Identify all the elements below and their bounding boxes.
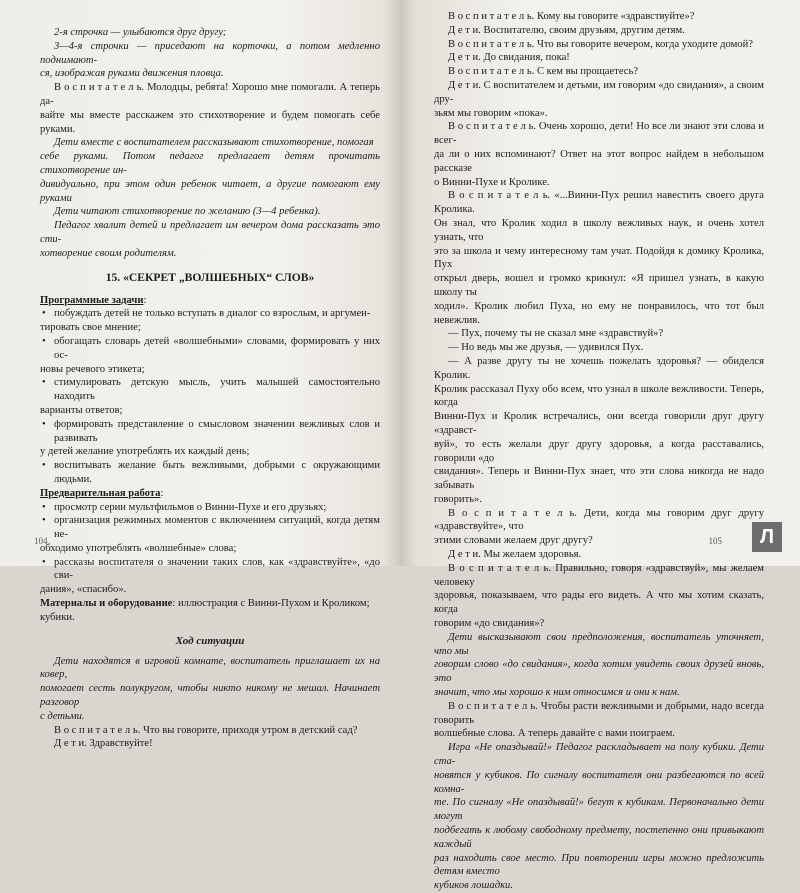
text-line: Д е т и. До свидания, пока! bbox=[448, 52, 570, 64]
prep-title-line: Предварительная работа: bbox=[40, 487, 164, 499]
text-line: те. По сигналу «Не опаздывай!» бегут к кубикам. Первоначально дети могут bbox=[434, 797, 764, 823]
list-item: • формировать представление о смысловом значении вежливых слов и развивать bbox=[40, 418, 380, 446]
text-line: Дети читают стихотворение по желанию (3—4 ребенка). bbox=[54, 206, 321, 218]
text-line: Д е т и. Воспитателю, своим друзьям, другим детям. bbox=[448, 24, 685, 36]
text-line: 2-я строчка — улыбаются друг другу; bbox=[54, 27, 227, 38]
tasks-title: Программные задачи bbox=[40, 294, 144, 306]
publisher-logo-icon: Л bbox=[752, 522, 782, 552]
text-line: Дети находятся в игровой комнате, воспитатель приглашает их на ковер, bbox=[40, 655, 380, 681]
text-line: Дети вместе с воспитателем рассказывают стихотворение, помогая bbox=[54, 137, 374, 149]
text-line: ся, изображая руками движения пловца. bbox=[40, 68, 224, 80]
text-line: это за школа и чему интересному там учат. Подойдя к домику Кролика, Пух bbox=[434, 245, 764, 271]
text-line: значит, что мы хорошо к ним относимся и они к нам. bbox=[434, 687, 680, 699]
text-line: здоровья, показываем, что рады его видеть. А что мы хотим сказать, когда bbox=[434, 590, 764, 616]
text-line: ходил». Кролик любил Пуха, но ему не понравилось, что тот был невежлив. bbox=[434, 300, 764, 326]
tasks-title-line: Программные задачи: bbox=[40, 294, 147, 306]
right-page bbox=[400, 0, 800, 892]
text-line: В о с п и т а т е л ь. Что вы говорите вечером, когда уходите домой? bbox=[448, 38, 753, 50]
text-line: волшебные слова. А теперь давайте с вами поиграем. bbox=[434, 728, 675, 740]
text-line: Игра «Не опаздывай!» Педагог раскладывает на полу кубики. Дети ста- bbox=[434, 742, 764, 768]
text-line: 3—4-я строчки — приседают на корточки, а потом медленно поднимают- bbox=[40, 40, 380, 66]
left-dialog-text bbox=[40, 655, 380, 752]
materials-cont: кубики. bbox=[40, 611, 75, 623]
text-line: В о с п и т а т е л ь. Молодцы, ребята! Хорошо мне помогали. А теперь да- bbox=[40, 82, 380, 107]
right-text bbox=[434, 10, 764, 893]
text-line: В о с п и т а т е л ь. Дети, когда мы говорим друг другу «здравствуйте», что bbox=[434, 507, 764, 533]
text-line: говорим слово «до свидания», когда хотим увидеть своих друзей вновь, это bbox=[434, 659, 764, 685]
text-line: говорим «до свидания»? bbox=[434, 618, 545, 630]
text-line: раз находить свое место. При повторении игры можно предложить детям вместо bbox=[434, 852, 764, 878]
tasks-list bbox=[40, 307, 380, 486]
text-line: Д е т и. Здравствуйте! bbox=[54, 738, 153, 750]
list-item: • просмотр серии мультфильмов о Винни-Пухе и его друзьях; bbox=[40, 501, 380, 515]
page-number-left: 104 bbox=[34, 536, 48, 546]
text-line: свидания». Теперь и Винни-Пух знает, что эти слова никогда не надо забывать bbox=[434, 466, 764, 492]
text-line: зьям мы говорим «пока». bbox=[434, 107, 548, 119]
text-line: вайте мы вместе расскажем это стихотворение и будем помогать себе руками. bbox=[40, 109, 380, 135]
list-item-cont: обходимо употреблять «волшебные» слова; bbox=[40, 542, 237, 554]
text-line: В о с п и т а т е л ь. Чтобы расти вежливыми и добрыми, надо всегда говорить bbox=[434, 700, 764, 726]
text-line: этими словами желаем друг другу? bbox=[434, 535, 593, 547]
text-line: помогает сесть полукругом, чтобы никто никому не мешал. Начинает разговор bbox=[40, 683, 380, 709]
left-page bbox=[0, 0, 400, 750]
list-item-cont: новы речевого этикета; bbox=[40, 363, 145, 375]
section-heading: 15. «СЕКРЕТ „ВОЛШЕБНЫХ“ СЛОВ» bbox=[105, 270, 315, 284]
course-title: Ход ситуации bbox=[175, 634, 245, 647]
text-line: открыл дверь, вошел и громко крикнул: «Я пришел узнать, в какую школу ты bbox=[434, 273, 764, 298]
list-item: • стимулировать детскую мысль, учить малышей самостоятельно находить bbox=[40, 376, 380, 404]
text-line: новятся у кубиков. По сигналу воспитателя они разбегаются по всей комна- bbox=[434, 769, 764, 795]
list-item: • воспитывать желание быть вежливыми, добрыми с окружающими людьми. bbox=[40, 459, 380, 487]
text-line: говорить». bbox=[434, 493, 482, 505]
text-line: кубиков лошадки. bbox=[434, 880, 513, 892]
text-line: Дети высказывают свои предположения, воспитатель уточняет, что мы bbox=[434, 631, 764, 657]
list-item: • рассказы воспитателя о значении таких слов, как «здравствуйте», «до сви- bbox=[40, 556, 380, 584]
text-line: — Пух, почему ты не сказал мне «здравствуй»? bbox=[448, 328, 664, 340]
prep-list bbox=[40, 501, 380, 598]
text-line: дивидуально, при этом один ребенок читает, а другие помогают ему руками bbox=[40, 178, 380, 204]
materials-line bbox=[40, 597, 380, 611]
materials-label: Материалы и оборудование bbox=[40, 598, 173, 610]
list-item-cont: у детей желание употреблять их каждый день; bbox=[40, 446, 250, 458]
text-line: Винни-Пух и Кролик встречались, они всегда говорили друг другу «здравст- bbox=[434, 411, 764, 436]
text-line: да ли о них вспоминают? Ответ на этот вопрос найдем в небольшом рассказе bbox=[434, 148, 764, 174]
text-line: В о с п и т а т е л ь. Что вы говорите, приходя утром в детский сад? bbox=[54, 724, 358, 736]
text-line: с детьми. bbox=[40, 710, 85, 722]
text-line: Педагог хвалит детей и предлагает им вечером дома рассказать это сти- bbox=[40, 220, 380, 245]
text-line: — Но ведь мы же друзья, — удивился Пух. bbox=[448, 342, 644, 354]
text-line: В о с п и т а т е л ь. С кем вы прощаетесь? bbox=[448, 66, 639, 78]
left-intro-text bbox=[40, 26, 380, 261]
list-item-cont: варианты ответов; bbox=[40, 404, 123, 416]
text-line: В о с п и т а т е л ь. Очень хорошо, дети! Но все ли знают эти слова и всег- bbox=[434, 121, 764, 147]
text-line: В о с п и т а т е л ь. Правильно, говоря «здравствуй», мы желаем человеку bbox=[434, 562, 764, 588]
text-line: Д е т и. С воспитателем и детьми, им говорим «до свидания», а своим дру- bbox=[434, 79, 764, 105]
text-line: себе руками. Потом педагог предлагает детям прочитать стихотворение ин- bbox=[40, 151, 380, 176]
list-item: • организация режимных моментов с включением ситуаций, когда детям не- bbox=[40, 514, 380, 542]
text-line: — А разве другу ты не хочешь пожелать здоровья? — обиделся Кролик. bbox=[434, 355, 764, 381]
page-number-right: 105 bbox=[708, 536, 722, 546]
prep-title: Предварительная работа bbox=[40, 487, 161, 499]
list-item-cont: дания», «спасибо». bbox=[40, 584, 127, 596]
text-line: Д е т и. Мы желаем здоровья. bbox=[448, 549, 582, 561]
text-line: вуй», то есть желали друг другу здоровья, а когда расставались, говорили «до bbox=[434, 438, 764, 464]
text-line: о Винни-Пухе и Кролике. bbox=[434, 176, 550, 188]
materials-text: : иллюстрация с Винни-Пухом и Кроликом; bbox=[172, 598, 370, 610]
text-line: подбегать к любому свободному предмету, постепенно они привыкают каждый bbox=[434, 825, 764, 850]
text-line: Кролик рассказал Пуху обо всем, что узнал в школе вежливости. Теперь, когда bbox=[434, 383, 764, 409]
text-line: хотворение своим родителям. bbox=[40, 247, 177, 259]
list-item: • обогащать словарь детей «волшебными» словами, формировать у них ос- bbox=[40, 335, 380, 363]
text-line: В о с п и т а т е л ь. Кому вы говорите «здравствуйте»? bbox=[448, 11, 695, 22]
text-line: Он знал, что Кролик ходил в школу вежливых наук, и очень хотел узнать, что bbox=[434, 217, 764, 243]
list-item: • побуждать детей не только вступать в диалог со взрослым, и аргумен- bbox=[40, 307, 380, 321]
list-item-cont: тировать свое мнение; bbox=[40, 322, 141, 334]
text-line: В о с п и т а т е л ь. «...Винни-Пух решил навестить своего друга Кролика. bbox=[434, 190, 764, 216]
